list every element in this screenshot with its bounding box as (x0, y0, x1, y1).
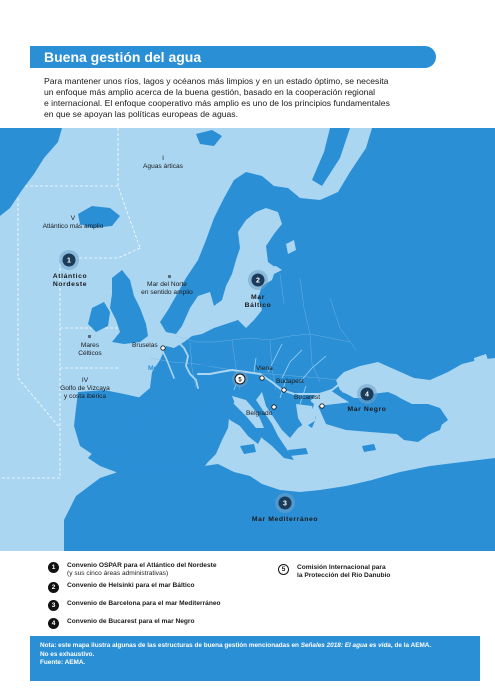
footer-not-exhaustive: No es exhaustivo. (40, 650, 95, 658)
legend-text (67, 600, 221, 608)
river-label-rin: Rin (190, 342, 201, 349)
legend-item-3 (48, 600, 221, 611)
legend-text (67, 562, 217, 578)
marker-label-1 (44, 273, 96, 289)
page-title: Buena gestión del agua (44, 49, 202, 65)
legend-number: 3 (48, 600, 59, 611)
legend-sublabel: (y sus cinco áreas administrativas) (67, 570, 169, 577)
city-marker-viena (260, 376, 264, 380)
marker-number: 4 (365, 391, 369, 399)
city-marker-belgrado (272, 405, 276, 409)
legend-label: la Protección del Río Danubio (297, 572, 391, 579)
area-name: Golfo de Vizcaya (60, 385, 110, 392)
footer-text (40, 642, 431, 668)
legend-number: 4 (48, 618, 59, 629)
note-suffix: , de la AEMA. (390, 642, 432, 649)
city-marker-bucarest (320, 404, 324, 408)
legend-label: Convenio de Barcelona para el mar Mediterráneo (67, 600, 221, 607)
area-name: y costa ibérica (63, 393, 107, 400)
intro-line: en que se apoyan las políticas europeas de aguas. (44, 109, 238, 119)
marker-label-line: Mar Negro (347, 406, 387, 413)
land-corsica (206, 396, 212, 408)
city-label-bucarest: Bucarest (294, 394, 321, 401)
legend-text (67, 582, 195, 590)
area-name: Mares (80, 342, 100, 349)
legend-text (67, 618, 195, 626)
legend-item-4 (48, 618, 195, 629)
note-source: Señales 2018: El agua es vida (300, 642, 391, 649)
marker-label-line: Mar Mediterráneo (251, 516, 319, 523)
footer-note-box (30, 636, 480, 681)
area-name: Atlántico más amplio (42, 223, 104, 230)
marker-number: 1 (67, 257, 71, 265)
area-label-iii (68, 342, 112, 358)
legend-label: Convenio OSPAR para el Atlántico del Nordeste (67, 562, 217, 569)
area-name: Célticos (78, 350, 102, 357)
river-label-danubio: Danubio (200, 361, 228, 368)
intro-paragraph (44, 76, 464, 120)
europe-map (0, 128, 495, 551)
area-square-iii (88, 335, 91, 338)
marker-number: 2 (256, 277, 260, 285)
city-marker-budapest (282, 388, 286, 392)
marker-label-3 (240, 516, 330, 524)
marker-label-line: Atlántico (52, 273, 88, 280)
city-label-bruselas: Bruselas (132, 342, 158, 349)
legend-item-2 (48, 582, 195, 593)
footer-note (40, 642, 431, 651)
legend-label: Comisión Internacional para (297, 564, 386, 571)
area-label-i (138, 155, 188, 171)
intro-line: Para mantener unos ríos, lagos y océanos más limpios y en un estado óptimo, se necesita (44, 76, 389, 86)
legend-text (297, 564, 390, 580)
footer-source: Fuente: AEMA. (40, 659, 86, 667)
legend-number: 1 (48, 562, 59, 573)
intro-line: e internacional. El enfoque cooperativo más amplio es uno de los principios fundamentales (44, 98, 390, 108)
area-numeral: V (70, 215, 76, 222)
area-label-iv (52, 377, 118, 401)
marker-label-line: Báltico (244, 302, 272, 309)
legend-number: 2 (48, 582, 59, 593)
legend-item-1 (48, 562, 217, 578)
city-label-viena: Viena (256, 365, 273, 372)
legend-number: 5 (278, 564, 289, 575)
map-canvas (0, 128, 495, 551)
area-label-ii (132, 281, 202, 297)
city-label-belgrado: Belgrado (246, 410, 273, 417)
area-name: Aguas árticas (143, 163, 183, 170)
legend-label: Convenio de Bucarest para el mar Negro (67, 618, 195, 625)
area-name: Mar del Norte (147, 281, 187, 288)
marker-number: 3 (283, 500, 287, 508)
area-numeral: IV (81, 377, 89, 384)
river-label-mosa: Mosa (148, 365, 166, 372)
marker-label-line: Mar (251, 294, 265, 301)
city-label-budapest: Budapest (276, 378, 304, 385)
marker-label-4 (342, 406, 392, 414)
area-label-v (38, 215, 108, 231)
city-marker-bruselas (161, 346, 165, 350)
intro-line: un enfoque más amplio acerca de la buena gestión, basado en la cooperación regional (44, 87, 376, 97)
area-name: en sentido amplio (141, 289, 193, 296)
marker-number: 5 (238, 377, 242, 384)
legend-label: Convenio de Helsinki para el mar Báltico (67, 582, 195, 589)
area-square-ii (168, 275, 171, 278)
legend-item-5 (278, 564, 390, 580)
map-legend (48, 562, 468, 632)
area-numeral: I (162, 155, 164, 162)
note-prefix: Nota: este mapa ilustra algunas de las estructuras de buena gestión mencionadas en (40, 642, 301, 649)
marker-label-line: Nordeste (52, 281, 88, 288)
marker-label-2 (238, 294, 278, 310)
